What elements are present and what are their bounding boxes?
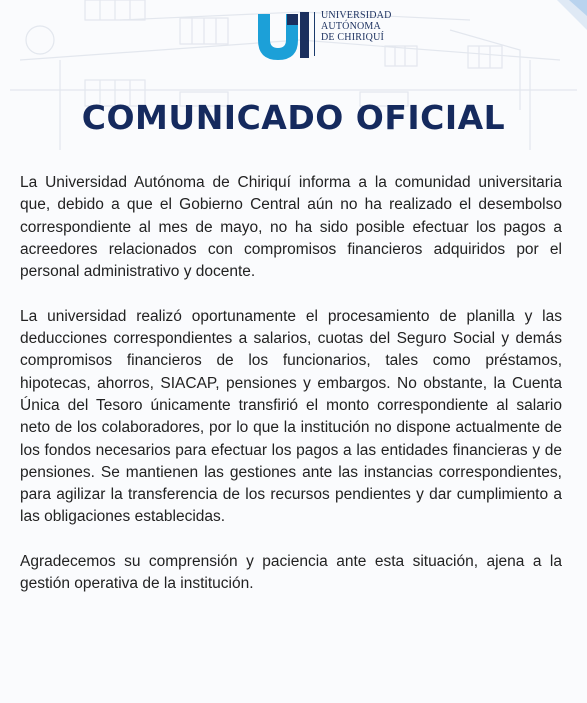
logo-divider [314,12,315,56]
university-logo [256,10,392,60]
unachi-logo-icon [256,10,310,60]
page-title: COMUNICADO OFICIAL [81,98,506,137]
paragraph-3: Agradecemos su comprensión y paciencia ante esta situación, ajena a la gestión operativa de la institución. [20,553,562,593]
logo-line-1: UNIVERSIDAD [321,10,392,21]
logo-wordmark [321,10,392,43]
corner-decoration [517,0,587,40]
logo-line-3: DE CHIRIQUÍ [321,32,385,43]
logo-line-2: AUTÓNOMA [321,21,381,32]
paragraph-1: La Universidad Autónoma de Chiriquí informa a la comunidad universitaria que, debido a que el Gobierno Central aún no ha realizado el desembolso correspondiente al mes de mayo, no ha sido posible efectuar los pagos a acreedores relacionados con compromisos financieros adquiridos por el personal administrativo y docente. [20,174,562,281]
paragraph-2: La universidad realizó oportunamente el procesamiento de planilla y las deducciones correspondientes a salarios, cuotas del Seguro Social y demás compromisos financieros de los funcionarios, tales como préstamos, hipotecas, ahorros, SIACAP, pensiones y embargos. No obstante, la Cuenta Única del Tesoro únicamente transfirió el monto correspondiente al salario neto de los colaboradores, por lo que la institución no dispone actualmente de los fondos necesarios para efectuar los pagos a las entidades financieras y de pensiones. Se mantienen las gestiones ante las instancias correspondientes, para agilizar la transferencia de los recursos pendientes y dar cumplimiento a las obligaciones establecidas. [20,307,562,526]
communique-body [20,172,562,618]
